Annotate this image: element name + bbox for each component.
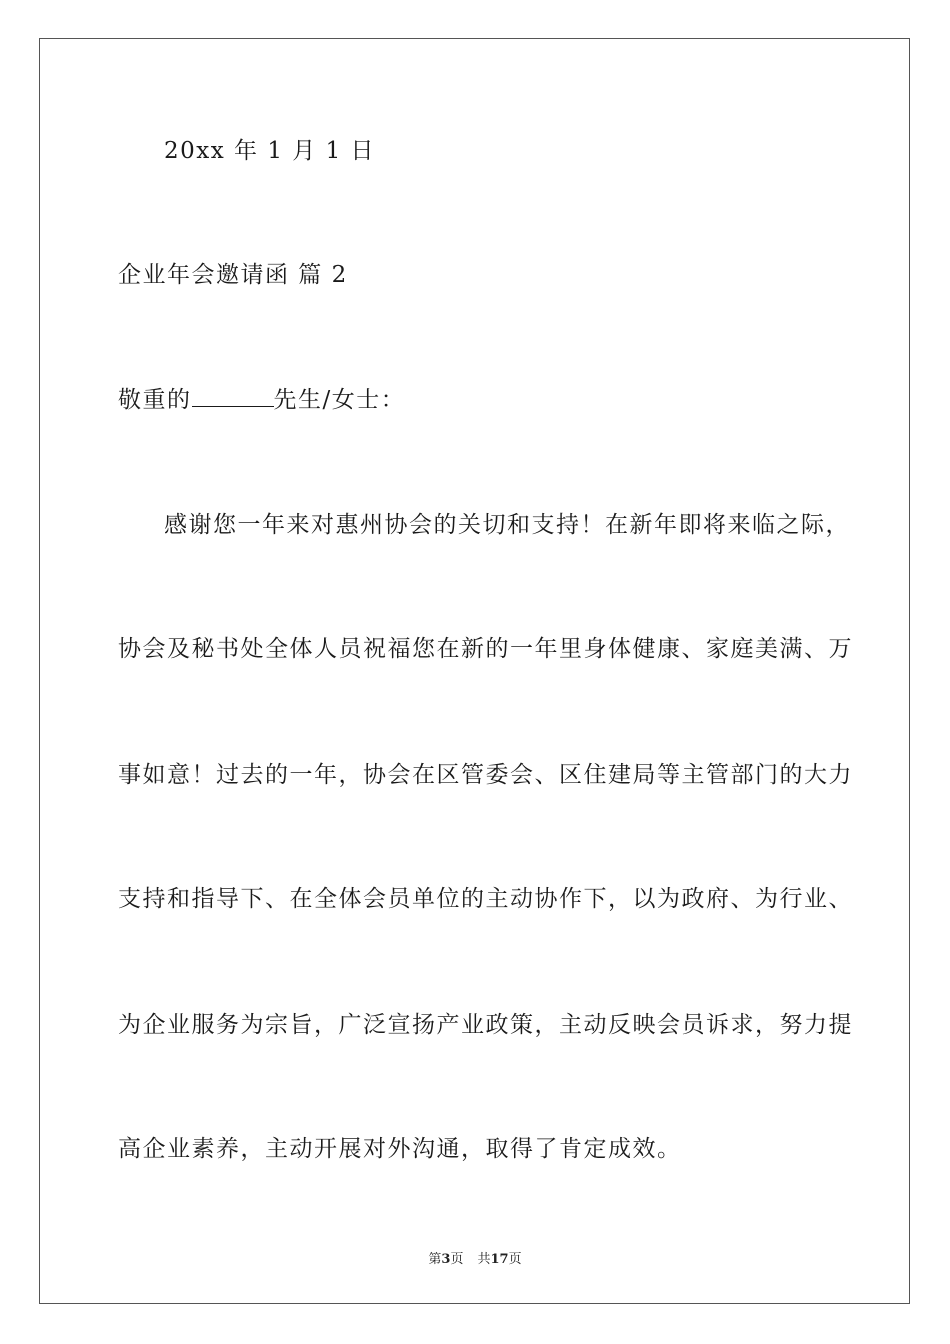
page-footer bbox=[0, 1248, 950, 1267]
page-number: 3 bbox=[441, 1252, 451, 1267]
page-border bbox=[39, 38, 910, 1304]
date-line: 20xx 年 1 月 1 日 bbox=[164, 138, 376, 164]
salutation-prefix: 敬重的 bbox=[118, 387, 192, 413]
paragraph-line: 为企业服务为宗旨，广泛宣扬产业政策，主动反映会员诉求，努力提 bbox=[118, 1012, 853, 1038]
salutation bbox=[118, 384, 405, 415]
total-pages: 17 bbox=[490, 1252, 509, 1267]
salutation-suffix: 先生/女士： bbox=[273, 387, 406, 413]
paragraph-line: 事如意！过去的一年，协会在区管委会、区住建局等主管部门的大力 bbox=[118, 762, 853, 788]
total-suffix: 页 bbox=[508, 1252, 522, 1267]
name-blank bbox=[192, 384, 274, 407]
document-heading: 企业年会邀请函 篇 2 bbox=[118, 262, 348, 288]
paragraph-line: 协会及秘书处全体人员祝福您在新的一年里身体健康、家庭美满、万 bbox=[118, 636, 853, 662]
paragraph-line: 高企业素养，主动开展对外沟通，取得了肯定成效。 bbox=[118, 1136, 682, 1162]
page-suffix: 页 bbox=[450, 1252, 464, 1267]
page-prefix: 第 bbox=[428, 1252, 442, 1267]
paragraph-line: 感谢您一年来对惠州协会的关切和支持！在新年即将来临之际， bbox=[164, 512, 850, 538]
total-prefix: 共 bbox=[477, 1252, 491, 1267]
paragraph-line: 支持和指导下、在全体会员单位的主动协作下，以为政府、为行业、 bbox=[118, 886, 853, 912]
